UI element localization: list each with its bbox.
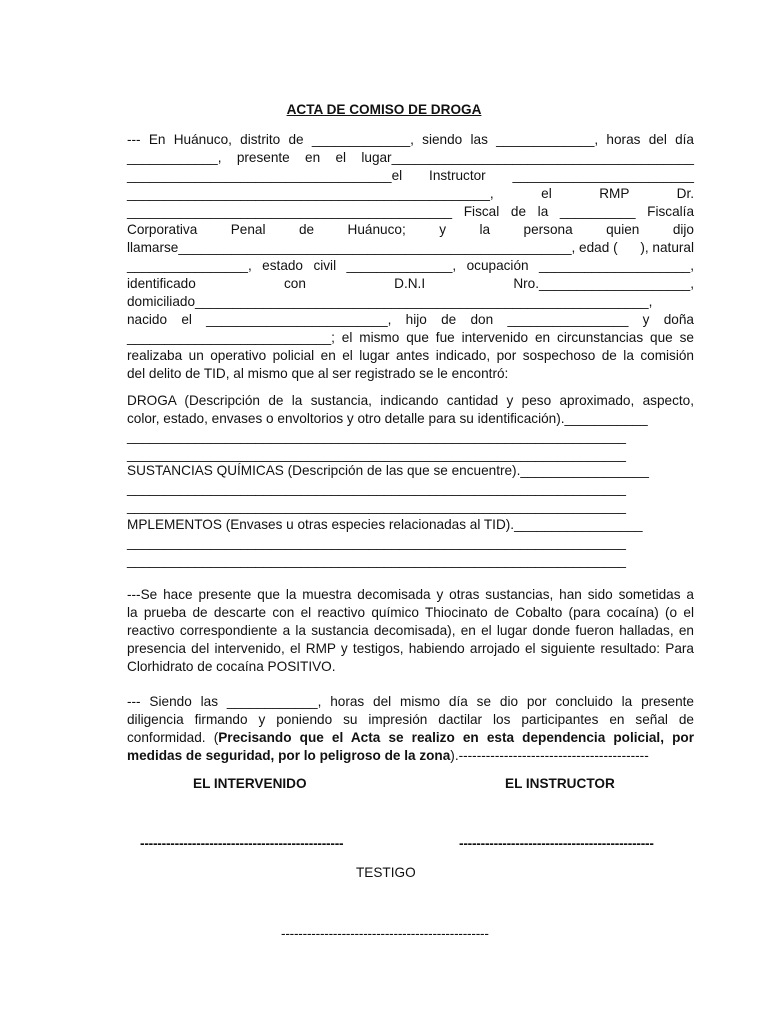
- intervenido-label: EL INTERVENIDO: [193, 776, 307, 791]
- implementos-blank-line: __________________________________________________________________: [127, 553, 626, 568]
- intro-line: Corporativa Penal de Huánuco; y la persona quien dijo: [127, 222, 694, 237]
- cierre-line: --- Siendo las ____________, horas del mismo día se dio por concluido la presente: [127, 694, 694, 709]
- document-title: ACTA DE COMISO DE DROGA: [286, 102, 482, 117]
- cierre-bold-text: Precisando que el Acta se realizo en esta dependencia policial, por: [218, 730, 694, 745]
- cierre-text: conformidad. (: [127, 730, 219, 745]
- droga-blank-line: __________________________________________________________________: [127, 429, 626, 444]
- instructor-signature-line: ---------------------------------------------: [459, 836, 654, 851]
- instructor-label: EL INSTRUCTOR: [505, 776, 615, 791]
- intro-line: ________________, estado civil ______________, ocupación ____________________,: [127, 258, 694, 273]
- prueba-line: la prueba de descarte con el reactivo químico Thiocinato de Cobalto (para cocaína) (o el: [127, 605, 694, 620]
- intro-line: del delito de TID, al mismo que al ser registrado se le encontró:: [127, 366, 509, 381]
- prueba-line: presencia del intervenido, el RMP y testigos, habiendo arrojado el siguiente resultado: Para: [127, 641, 694, 656]
- intro-line: domiciliado____________________________________________________________,: [127, 294, 653, 309]
- intro-line: nacido el ________________________, hijo de don ________________ y doña: [127, 312, 694, 327]
- droga-blank-line: __________________________________________________________________: [127, 447, 626, 462]
- droga-line: color, estado, envases o envoltorios y otro detalle para su identificación).___________: [127, 411, 648, 426]
- implementos-blank-line: __________________________________________________________________: [127, 535, 626, 550]
- sustancias-blank-line: __________________________________________________________________: [127, 499, 626, 514]
- sustancias-blank-line: __________________________________________________________________: [127, 481, 626, 496]
- droga-section: [127, 392, 694, 464]
- implementos-section: [127, 516, 694, 570]
- cierre-paragraph: [127, 693, 694, 765]
- intro-line: realizaba un operativo policial en el lugar antes indicado, por sospechoso de la comisión: [127, 348, 694, 363]
- sustancias-section: [127, 462, 694, 516]
- testigo-signature-line: ------------------------------------------------: [281, 926, 489, 941]
- prueba-line: ---Se hace presente que la muestra decomisada y otras sustancias, han sido sometidas a: [127, 587, 694, 602]
- prueba-paragraph: [127, 586, 694, 676]
- cierre-line: [127, 747, 694, 765]
- testigo-label: TESTIGO: [356, 865, 416, 880]
- intro-line: ________________________________________________, el RMP Dr.: [127, 186, 694, 201]
- droga-line: DROGA (Descripción de la sustancia, indicando cantidad y peso aproximado, aspecto,: [127, 393, 694, 408]
- intro-line: llamarse____________________________________________________, edad ( ), natural: [127, 240, 694, 255]
- cierre-line: diligencia firmando y poniendo su impresión dactilar los participantes en señal de: [127, 712, 694, 727]
- sustancias-line: SUSTANCIAS QUÍMICAS (Descripción de las que se encuentre)._________________: [127, 463, 649, 478]
- implementos-line: MPLEMENTOS (Envases u otras especies relacionadas al TID)._________________: [127, 517, 643, 532]
- intro-line: ___________________________________el Instructor ________________________: [127, 168, 694, 183]
- prueba-line: Clorhidrato de cocaína POSITIVO.: [127, 659, 336, 674]
- cierre-bold-text: medidas de seguridad, por lo peligroso de la zona: [127, 748, 451, 763]
- cierre-line: [127, 729, 694, 747]
- intro-line: ___________________________; el mismo que fue intervenido en circunstancias que se: [127, 330, 694, 345]
- intro-line: ___________________________________________ Fiscal de la __________ Fiscalía: [127, 204, 694, 219]
- cierre-text: ).------------------------------------------: [450, 748, 649, 763]
- prueba-line: reactivo correspondiente a la sustancia decomisada), en el lugar donde fueron halladas, en: [127, 623, 694, 638]
- intro-line: ____________, presente en el lugar________________________________________: [127, 150, 694, 165]
- intervenido-signature-line: -----------------------------------------------: [140, 836, 344, 851]
- intro-line: identificado con D.N.I Nro.____________________,: [127, 276, 694, 291]
- intro-paragraph: [127, 131, 694, 383]
- intro-line: --- En Huánuco, distrito de _____________, siendo las _____________, horas del día: [127, 132, 694, 147]
